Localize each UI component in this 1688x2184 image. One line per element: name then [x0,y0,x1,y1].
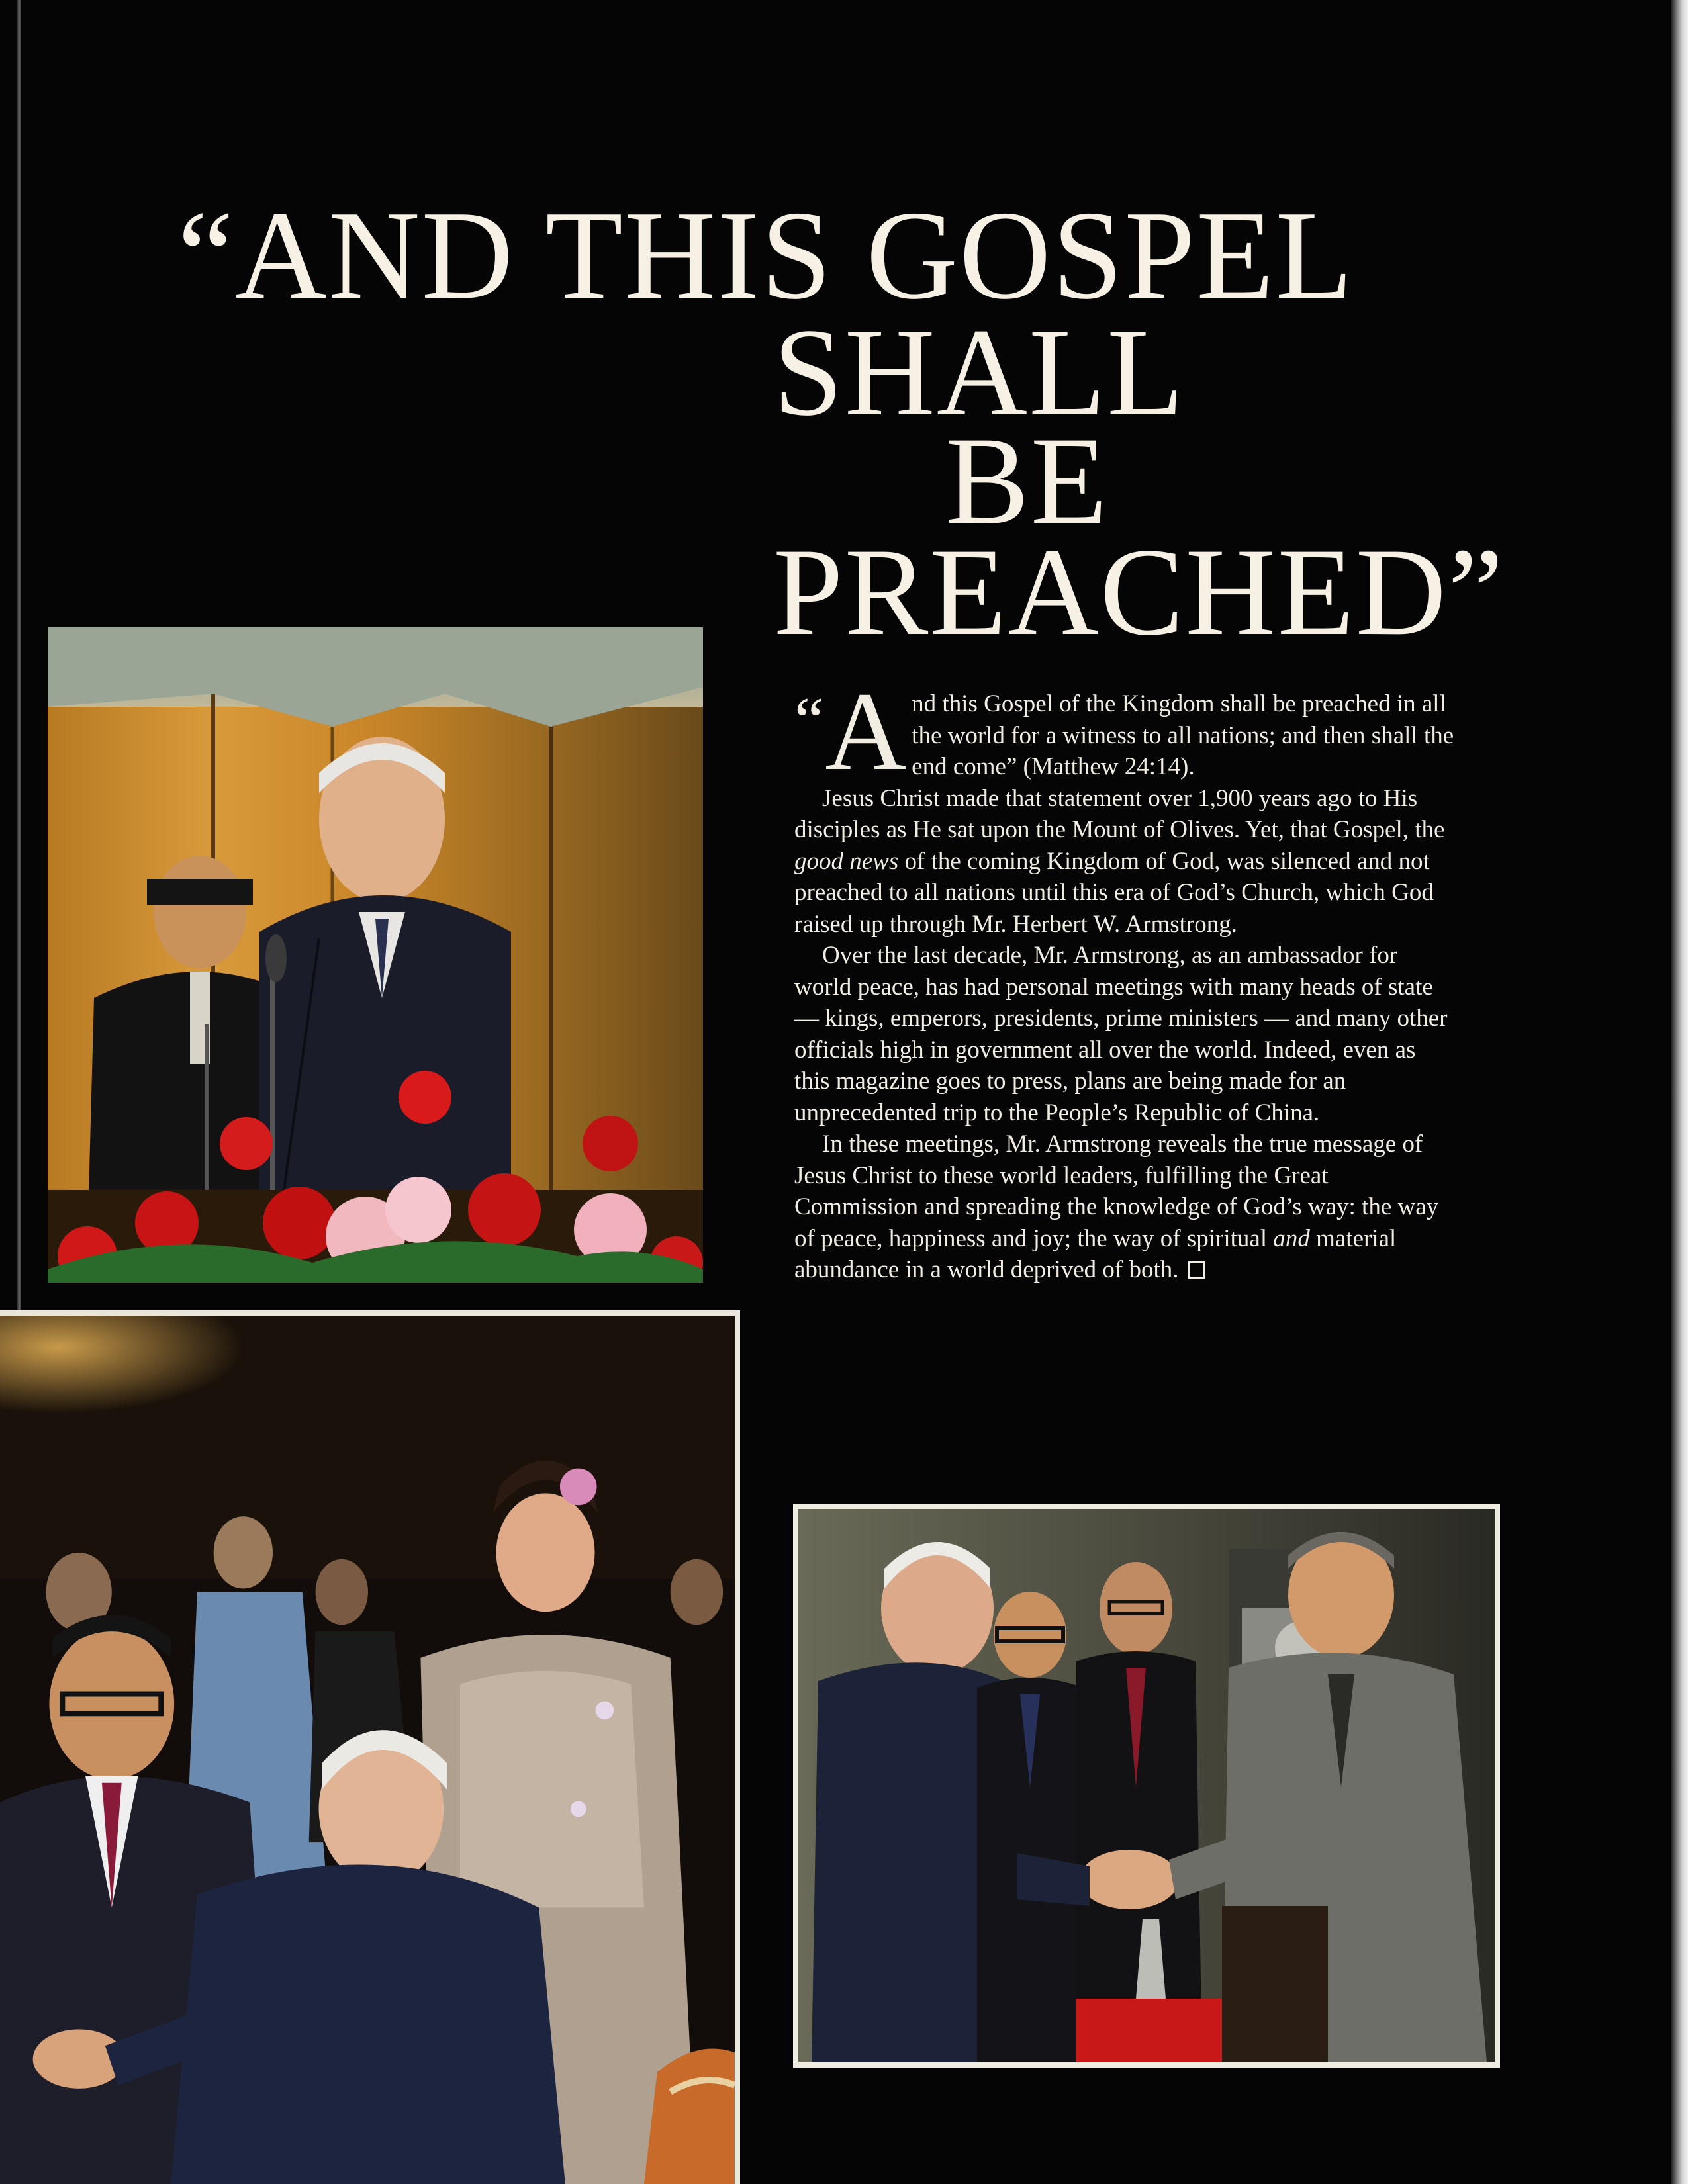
article-paragraph-4 [794,1128,1456,1286]
paragraph-2-text-b: of the coming Kingdom of God, was silenced and not preached to all nations until this era of God’s Church, which God raised up through Mr. Herbert W. Armstrong. [794,847,1434,938]
open-quote: “ [794,684,824,757]
paragraph-4-emphasis: and [1273,1224,1310,1252]
drop-cap-letter: A [825,669,907,794]
paragraph-4-text-b: material abundance in a world deprived of both. [794,1224,1397,1283]
headline [0,0,1688,662]
photo-reception-handshake [0,1310,740,2184]
end-mark-square-icon [1188,1261,1205,1279]
paragraph-2-emphasis: good news [794,847,899,875]
article-paragraph-1 [794,669,1456,794]
article-paragraph-3: Over the last decade, Mr. Armstrong, as an ambassador for world peace, has had personal meetings with many heads of state — kings, emperors, presidents, prime ministers — and many other officials high in government all over the world. Indeed, even as this magazine goes to press, plans are being made for an unprecedented trip to the People’s Republic of China. [794,942,1448,1126]
headline-line-1: “AND THIS GOSPEL [177,185,1354,326]
headline-line-4: PREACHED” [773,523,1505,662]
photo-speaker-at-podium [48,627,703,1283]
headline-line-2: SHALL [773,303,1186,442]
paragraph-1-text: nd this Gospel of the Kingdom shall be preached in all the world for a witness to all nations; and then shall the end come” (Matthew 24:14). [912,690,1454,780]
headline-line-3: BE [945,412,1109,551]
paragraph-4-text-a: In these meetings, Mr. Armstrong reveals the true message of Jesus Christ to these world leaders, fulfilling the Great Commission and spreading the knowledge of God’s way: the way of peace, happiness and joy; the way of spiritual [794,1130,1439,1252]
photo-official-handshake [793,1504,1500,2068]
article-paragraph-2 [794,783,1456,940]
article-body [794,669,1456,1286]
drop-cap-group [794,669,907,794]
paragraph-2-text-a: Jesus Christ made that statement over 1,900 years ago to His disciples as He sat upon the Mount of Olives. Yet, that Gospel, the [794,784,1445,843]
